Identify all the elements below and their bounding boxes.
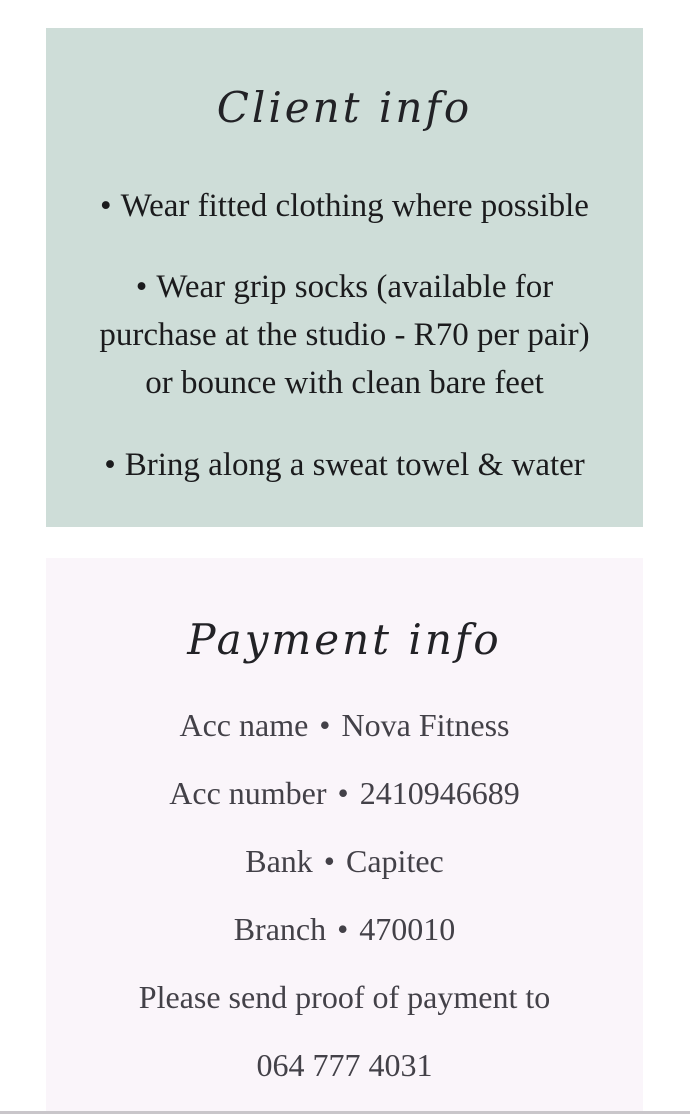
client-bullet-sweat-towel <box>46 441 643 489</box>
payment-info-title: Payment info <box>187 615 502 664</box>
dot-separator-icon: • <box>337 775 349 811</box>
payment-label: Acc name <box>179 707 309 743</box>
payment-label: Acc number <box>169 775 327 811</box>
client-bullet-text: or bounce with clean bare feet <box>145 365 544 401</box>
client-bullet-text: Wear fitted clothing where possible <box>120 188 589 224</box>
payment-row-acc-number <box>46 769 643 817</box>
dot-separator-icon: • <box>323 843 335 879</box>
client-info-title: Client info <box>216 83 473 132</box>
dot-separator-icon: • <box>319 707 331 743</box>
client-bullet-fitted-clothing <box>46 182 643 230</box>
payment-row-branch <box>46 905 643 953</box>
client-bullet-text: Wear grip socks (available for <box>156 269 554 305</box>
payment-phone-number: 064 777 4031 <box>256 1047 433 1083</box>
payment-label: Branch <box>233 911 327 947</box>
payment-label: Bank <box>245 843 313 879</box>
dot-separator-icon: • <box>337 911 349 947</box>
payment-value: 2410946689 <box>359 775 520 811</box>
payment-row-bank <box>46 837 643 885</box>
payment-info-card <box>46 558 643 1114</box>
payment-row-acc-name <box>46 701 643 749</box>
payment-value: Capitec <box>346 843 444 879</box>
bullet-icon: • <box>104 447 116 483</box>
client-bullet-grip-socks <box>46 263 643 407</box>
bullet-icon: • <box>100 188 112 224</box>
payment-proof-note: Please send proof of payment to <box>138 979 551 1015</box>
payment-value: 470010 <box>359 911 456 947</box>
client-bullet-text: purchase at the studio - R70 per pair) <box>99 317 590 353</box>
payment-value: Nova Fitness <box>341 707 510 743</box>
bullet-icon: • <box>135 269 148 305</box>
client-info-card <box>46 28 643 527</box>
client-bullet-text: Bring along a sweat towel & water <box>124 447 585 483</box>
